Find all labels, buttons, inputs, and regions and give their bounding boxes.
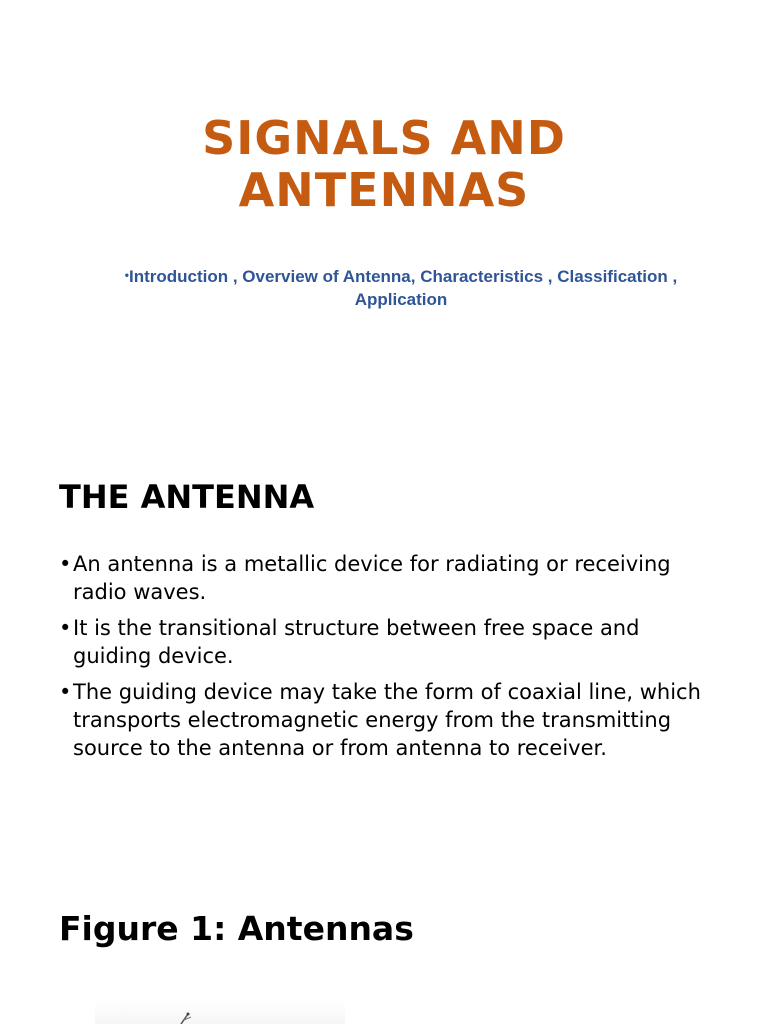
bullet-text: An antenna is a metallic device for radiating or receiving radio waves.	[73, 552, 671, 604]
slide-subtitle	[86, 265, 716, 311]
bullet-dot: •	[59, 552, 72, 576]
bullet-item	[59, 614, 719, 670]
bullet-list	[59, 550, 719, 770]
antenna-sketch-icon	[95, 1000, 345, 1024]
bullet-item	[59, 678, 719, 762]
section-heading: THE ANTENNA	[59, 478, 315, 516]
bullet-dot: •	[59, 680, 72, 704]
slide-title-line-2: ANTENNAS	[238, 163, 530, 217]
slide-title	[100, 112, 668, 216]
bullet-dot: •	[59, 616, 72, 640]
bullet-text: The guiding device may take the form of coaxial line, which transports electromagnetic energy from the transmitting source to the antenna or from antenna to receiver.	[73, 680, 701, 760]
antenna-figure-image	[95, 1000, 345, 1024]
subtitle-text: Introduction , Overview of Antenna, Characteristics , Classification , Application	[128, 267, 678, 309]
subtitle-bullet: •	[124, 268, 129, 282]
figure-caption: Figure 1: Antennas	[59, 909, 414, 948]
slide-title-line-1: SIGNALS AND	[202, 111, 566, 165]
bullet-text: It is the transitional structure between free space and guiding device.	[73, 616, 640, 668]
bullet-item	[59, 550, 719, 606]
